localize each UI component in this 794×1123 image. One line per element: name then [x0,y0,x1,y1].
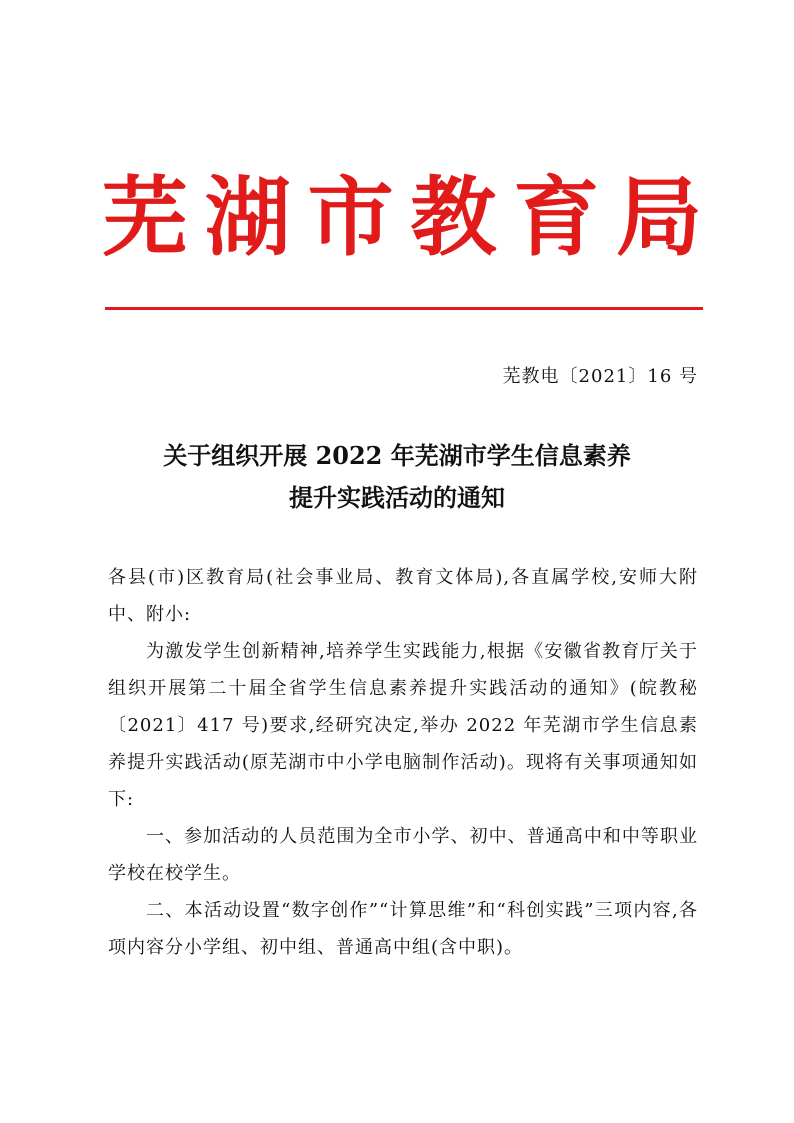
org-char: 湖 [204,167,291,268]
body-paragraph-content: 二、本活动设置“数字创作”“计算思维”和“科创实践”三项内容,各项内容分小学组、初中组、普通高中组(含中职)。 [108,900,698,958]
org-char: 育 [513,167,600,268]
body-paragraph-scope: 一、参加活动的人员范围为全市小学、初中、普通高中和中等职业学校在校学生。 [108,826,698,884]
body-paragraph-intro: 为激发学生创新精神,培养学生实践能力,根据《安徽省教育厅关于组织开展第二十届全省学生信息素养提升实践活动的通知》(皖教秘〔2021〕417 号)要求,经研究决定,举办 2022 年芜湖市学生信息素养提升实践活动(原芜湖市中小学电脑制作活动)。现将有关事项通知如下: [108,641,698,810]
org-char: 市 [307,167,394,268]
org-char: 教 [410,167,497,268]
org-char: 局 [615,167,702,268]
document-title-line1: 关于组织开展 2022 年芜湖市学生信息素养 [163,441,631,470]
document-body [108,559,698,966]
salutation: 各县(市)区教育局(社会事业局、教育文体局),各直属学校,安师大附中、附小: [108,567,698,625]
document-title-line2: 提升实践活动的通知 [289,483,505,512]
document-number: 芜教电〔2021〕16 号 [502,366,698,387]
issuing-organization-header [102,158,702,278]
org-char: 芜 [102,167,188,268]
header-divider [105,307,703,310]
